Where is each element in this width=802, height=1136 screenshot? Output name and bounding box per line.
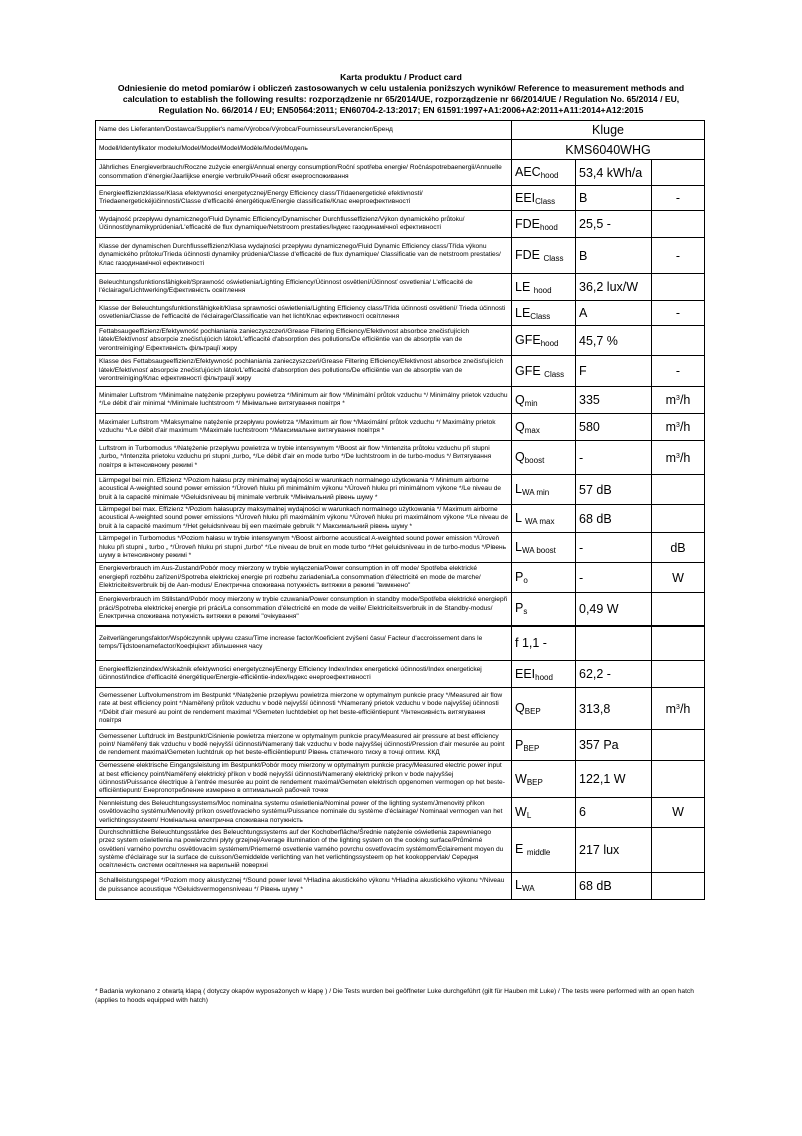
spec-symbol xyxy=(512,238,576,274)
spec-value: 357 Pa xyxy=(576,730,652,761)
spec-description: Fettabsaugeeffizienz/Efektywność pochłaniania zanieczyszczeń/Grease Filtering Efficiency/Efektivnost absorbce znečisťujících látek/Efektívnosť absorpcie znečisťujúcich látok/L'efficacité d'absorption des pollutions/De efficiëntie van de absorptie van de verontreiniging/ Ефективність фільтрації жиру xyxy=(96,326,512,356)
spec-description: Schallleistungspegel */Poziom mocy akustycznej */Sound power level */Hladina akustického výkonu */Hladina akustického výkonu */Niveau de puissance acoustique */Geluidsvermogensniveau */ Рівень шуму * xyxy=(96,872,512,899)
reference-line-3: Regulation No. 66/2014 / EU; EN50564:2011; EN60704-2-13:2017; EN 61591:1997+A1:2006+A2:2011+A11:2014+A12:2015 xyxy=(158,105,644,115)
symbol-subscript: Class xyxy=(530,311,551,321)
symbol-base: GFE xyxy=(515,363,545,378)
spec-value: 122,1 W xyxy=(576,761,652,798)
footnote: * Badania wykonano z otwartą klapą ( dotyczy okapów wyposażonych w klapę ) / Die Tests wurden bei geöffneter Luke durchgeführt (gilt für Hauben mit Luke) / The tests were performed with an open hatch (applies to hoods equipped with hatch) xyxy=(95,988,694,1004)
symbol-base: L xyxy=(515,540,522,555)
spec-row xyxy=(96,238,705,274)
spec-row xyxy=(96,301,705,326)
spec-row xyxy=(96,186,705,211)
spec-unit: $m^3/h$ xyxy=(652,387,705,414)
spec-description: Energieverbrauch im Aus-Zustand/Pobór mocy mierzony w trybie wyłączenia/Power consumption in off mode/ Spotřeba elektrické energiepři rozběhu zařízení/Spotreba elektrickej energie pri rozbehu zariadenia/La consommation d'électricité en mode de marche/ Elektriciteitsverbruik bij de Aan-modus/ Електрична споживана потужність витяжки в режимі "вимкнено" xyxy=(96,563,512,593)
symbol-base: L xyxy=(515,482,522,496)
spec-row xyxy=(96,872,705,899)
spec-symbol xyxy=(512,301,576,326)
spec-symbol xyxy=(512,533,576,563)
spec-value: - xyxy=(576,441,652,475)
spec-description: Lärmpegel in Turbomodus */Poziom hałasu w trybie intensywnym */Boost airborne acoustical A-weighted sound power emission */Úroveň hluku při stupni „ turbo „ */Úroveň hluku pri stupni „turbo“ */Le niveau de bruit en mode turbo */Het geluidsniveau in de turbo-modus */Рівень шуму в інтенсивному режимі * xyxy=(96,533,512,563)
spec-description: Durchschnittliche Beleuchtungsstärke des Beleuchtungssystems auf der Kochoberfläche/Średnie natężenie oświetlenia zapewnianego przez system oświetlenia na powierzchni płyty grzejnej/Average illumination of the lighting system on the cooking surface/Průměrné osvětlení varného povrchu osvětlovacím systémem/Priemerné osvetlenie varného povrchu osvetľovacím systémom/Éclairement moyen du système d'éclairage sur la surface de cuisson/Gemiddelde verlichting van het verlichtingssysteem op het kookoppervlak/ Середня освітленість системи освітлення на варильній поверхні xyxy=(96,827,512,872)
spec-symbol xyxy=(512,414,576,441)
spec-unit xyxy=(652,626,705,661)
spec-unit: $m^3/h$ xyxy=(652,688,705,730)
spec-description: Lärmpegel bei max. Effizienz */Poziom hałasuprzy maksymalnej wydajności w warunkach normalnego użytkowania */ Maximum airborne acoustical A-weighted sound power emissions */Úroveň hluku při maximálním výkonu */Úroveň hluku pri maximálnom výkone */Le niveau de bruit à la capacité maximum */Het geluidsniveau bij een maximale gebruik */ Максимальний рівень шуму * xyxy=(96,505,512,533)
symbol-base: P xyxy=(515,737,524,752)
symbol-subscript: Class xyxy=(535,196,556,206)
reference-line-1: Odniesienie do metod pomiarów i obliczeń zastosowanych w celu ustalenia poniższych wyników/ Reference to measurement methods and xyxy=(117,83,685,93)
symbol-subscript: L xyxy=(526,810,532,820)
spec-row xyxy=(96,688,705,730)
symbol-base: Q xyxy=(515,419,525,434)
spec-description: Gemessener Luftvolumenstrom im Bestpunkt */Natężenie przepływu powietrza mierzone w optymalnym punkcie pracy */Measured air flow rate at best efficiency point */Naměřený průtok vzduchu v bodě nejvyšší účinnosti */Nameraný prietok vzduchu v bode najvyššej účinnosti */Débit d'air mesuré au point de rendement maximal */Gemeten luchtdebiet op het beste-efficiëntiepunt */Інтенсивність витягування повітря xyxy=(96,688,512,730)
spec-row xyxy=(96,356,705,387)
symbol-base: Q xyxy=(515,450,525,464)
symbol-subscript: BEP xyxy=(526,777,543,787)
spec-value: 217 lux xyxy=(576,827,652,872)
spec-description: Jährliches Energieverbrauch/Roczne zużycie energii/Annual energy consumption/Roční spotřeba energie/ Ročnáspotrebaenergii/Annuelle consommation d'énergie/Jaarlijkse energie verbruik/Річний обсяг енергоспоживання xyxy=(96,160,512,186)
spec-unit: - xyxy=(652,301,705,326)
spec-value: KMS6040WHG xyxy=(512,140,705,160)
spec-description: Klasse der dynamischen Durchflusseffizienz/Klasa wydajności przepływu dynamicznego/Fluid Dynamic Efficiency class/Třída výkonu dynamického průtoku/Trieda účinnosti dynamiky prúdenia/Classe d'efficacité de flux dynamique/ Classificatie van de netstroom prestaties/Клас газодинамічної ефективності xyxy=(96,238,512,274)
spec-unit xyxy=(652,593,705,626)
spec-symbol xyxy=(512,761,576,798)
spec-symbol xyxy=(512,186,576,211)
symbol-base: W xyxy=(515,771,527,786)
spec-description: Gemessener Luftdruck im Bestpunkt/Ciśnienie powietrza mierzone w optymalnym punkcie pracy/Measured air pressure at best efficiency point/ Naměřený tlak vzduchu v bodě nejvyšší účinnosti/Nameraný tlak vzduchu v bode najvyššej účinnosti/Pression d'air mesurée au point de rendement maximal/Gemeten luchtdruk op het beste-efficiëntiepunt/ Рівень статичного тиску в точці оптим. ККД xyxy=(96,730,512,761)
symbol-subscript: BEP xyxy=(524,707,541,717)
symbol-subscript: hood xyxy=(540,171,559,180)
spec-unit xyxy=(652,827,705,872)
spec-symbol xyxy=(512,505,576,533)
symbol-base: EEI xyxy=(515,190,536,205)
symbol-subscript: WA boost xyxy=(521,546,556,556)
spec-description: Nennleistung des Beleuchtungssystems/Moc nominalna systemu oświetlenia/Nominal power of the lighting system/Jmenovitý příkon osvětlovacího systému/Menovitý príkon osvetľovacieho systému/Puissance nominale du système d'éclairage/ Nominaal vermogen van het verlichtingssysteem/ Номінальна електрична споживана потужність xyxy=(96,797,512,827)
unit-superscript: 3 xyxy=(676,395,680,402)
spec-unit xyxy=(652,505,705,533)
spec-value: 335 xyxy=(576,387,652,414)
spec-symbol xyxy=(512,797,576,827)
spec-symbol xyxy=(512,160,576,186)
product-card-table xyxy=(95,120,705,900)
spec-row xyxy=(96,730,705,761)
spec-row xyxy=(96,414,705,441)
spec-row xyxy=(96,661,705,688)
spec-symbol xyxy=(512,274,576,301)
symbol-base: EEI xyxy=(515,666,536,681)
spec-description: Klasse des Fettabsaugeeffizienz/Efektywność pochłaniania zanieczyszczeń/Grease Filtering Efficiency/Efektivnost absorbce znečisťujících látek/Efektívnosť absorpcie znečisťujúcich látok/L'efficacité d'absorption des pollutions/De efficiëntie van de absorptie van de verontreiniging/Клас ефективності фільтрації жиру xyxy=(96,356,512,387)
spec-row xyxy=(96,563,705,593)
spec-row xyxy=(96,593,705,626)
unit-superscript: 3 xyxy=(676,703,680,711)
spec-unit: - xyxy=(652,356,705,387)
spec-value: 580 xyxy=(576,414,652,441)
symbol-subscript: boost xyxy=(524,456,545,465)
spec-unit: - xyxy=(652,238,705,274)
spec-symbol xyxy=(512,872,576,899)
spec-value: 0,49 W xyxy=(576,593,652,626)
symbol-subscript: WA min xyxy=(521,488,550,497)
spec-row xyxy=(96,121,705,140)
spec-unit xyxy=(652,274,705,301)
reference-line-2: calculation to establish the following results: rozporządzenie nr 65/2014/UE, rozporządzenie nr 66/2014/UE / Regulation No. 65/2014 / EU, xyxy=(122,94,680,104)
symbol-subscript: min xyxy=(524,398,538,408)
spec-description: Modell/Identyfikator modelu/Model/Model/Model/Modèle/Model/Модель xyxy=(96,140,512,160)
spec-description: Energieeffizienzindex/Wskaźnik efektywności energetycznej/Energy Efficiency Index/Index energetické účinnosti/Index energetickej účinnosti/Indice d'efficacité énergétique/Energie-efficiëntie-index/Індекс енергоефективності xyxy=(96,661,512,688)
symbol-base: E xyxy=(515,842,527,857)
spec-unit: W xyxy=(652,563,705,593)
symbol-subscript: hood xyxy=(535,672,553,682)
symbol-base: W xyxy=(515,804,527,819)
symbol-base: Q xyxy=(515,392,525,407)
spec-unit xyxy=(652,160,705,186)
spec-symbol xyxy=(512,593,576,626)
spec-unit xyxy=(652,872,705,899)
spec-value: 68 dB xyxy=(576,872,652,899)
spec-unit xyxy=(652,761,705,798)
spec-symbol xyxy=(512,475,576,505)
spec-row xyxy=(96,533,705,563)
spec-unit: W xyxy=(652,797,705,827)
spec-value: B xyxy=(576,186,652,211)
spec-row xyxy=(96,441,705,475)
symbol-subscript: o xyxy=(523,576,528,586)
unit-superscript: 3 xyxy=(676,422,680,429)
card-title: Karta produktu / Product card xyxy=(340,72,462,82)
symbol-subscript: s xyxy=(523,607,528,617)
spec-symbol xyxy=(512,326,576,356)
spec-value: 36,2 lux/W xyxy=(576,274,652,301)
symbol-base: Q xyxy=(515,701,525,716)
symbol-base: LE xyxy=(515,279,534,294)
spec-symbol xyxy=(512,688,576,730)
symbol-base: AEC xyxy=(515,165,541,179)
spec-symbol xyxy=(512,211,576,238)
spec-description: Minimaler Luftstrom */Minimalne natężenie przepływu powietrza */Minimum air flow */Minimální průtok vzduchu */ Minimálny prietok vzduchu */Le débit d'air minimal */Minimale luchtstroom */ Мінімальне витягування повітря * xyxy=(96,387,512,414)
spec-description: Name des Lieferanten/Dostawca/Supplier's name/Výrobce/Výrobca/Fournisseurs/Leverancier/Бренд xyxy=(96,121,512,140)
symbol-subscript: Class xyxy=(544,369,565,379)
symbol-base: FDE xyxy=(515,248,544,262)
symbol-subscript: max xyxy=(524,425,540,435)
symbol-subscript: BEP xyxy=(523,743,540,753)
spec-unit xyxy=(652,475,705,505)
spec-description: Beleuchtungsfunktionsfähigkeit/Sprawność oświetlenia/Lighting Efficiency/Účinnost osvětlení/Účinnosť osvetlenia/ L'efficacité de l'éclairage/Lichtwerking/Ефективність освітлення xyxy=(96,274,512,301)
spec-symbol xyxy=(512,661,576,688)
symbol-base: FDE xyxy=(515,216,540,231)
spec-unit: $m^3/h$ xyxy=(652,441,705,475)
symbol-base: P xyxy=(515,570,524,585)
spec-description: Energieverbrauch im Stillstand/Pobór mocy mierzony w trybie czuwania/Power consumption in standby mode/Spotřeba elektrické energiepři práci/Spotreba elektrickej energie pri práci/La consommation d'électricité en mode de veille/ Elektriciteitsverbruik in de Standby-modus/Електрична споживана потужність витяжки в режимі "очікування" xyxy=(96,593,512,626)
spec-symbol xyxy=(512,730,576,761)
spec-symbol xyxy=(512,626,576,661)
symbol-base: L xyxy=(515,511,525,526)
spec-unit xyxy=(652,730,705,761)
symbol-base: LE xyxy=(515,305,531,320)
spec-unit: $m^3/h$ xyxy=(652,414,705,441)
symbol-subscript: Class xyxy=(543,254,564,263)
spec-value: 45,7 % xyxy=(576,326,652,356)
symbol-base: L xyxy=(515,878,522,893)
spec-row xyxy=(96,160,705,186)
spec-symbol xyxy=(512,827,576,872)
spec-value xyxy=(576,626,652,661)
symbol-subscript: middle xyxy=(526,848,551,858)
spec-description: Maximaler Luftstrom */Maksymalne natężenie przepływu powietrza */Maximum air flow */Maximální průtok vzduchu */ Maximálny prietok vzduchu */Le débit d'air maximum */Maximale luchtstroom */Максимальне витягування повітря * xyxy=(96,414,512,441)
spec-unit xyxy=(652,661,705,688)
spec-row xyxy=(96,387,705,414)
spec-value: - xyxy=(576,533,652,563)
spec-description: Zeitverlängerungsfaktor/Współczynnik upływu czasu/Time increase factor/Koeficient zvýšení času/ Facteur d'accroissement dans le temps/Tijdstoenamefactor/Коефіцієнт збільшення часу xyxy=(96,626,512,661)
spec-value: 313,8 xyxy=(576,688,652,730)
spec-symbol xyxy=(512,441,576,475)
spec-unit xyxy=(652,326,705,356)
spec-value: 57 dB xyxy=(576,475,652,505)
spec-value: 68 dB xyxy=(576,505,652,533)
spec-row xyxy=(96,626,705,661)
symbol-subscript: hood xyxy=(533,285,552,295)
spec-value: 62,2 - xyxy=(576,661,652,688)
spec-value: 6 xyxy=(576,797,652,827)
spec-row xyxy=(96,211,705,238)
spec-value: A xyxy=(576,301,652,326)
spec-description: Luftstrom in Turbomodus */Natężenie przepływu powietrza w trybie intensywnym */Boost air flow */Intenzita průtoku vzduchu při stupni „turbo„ */Intenzita prietoku vzduchu pri stupni „turbo„ */Le débit d'air en mode turbo */De luchtstroom in de turbo-modus */ Витягування повітря в інтенсивному режимі * xyxy=(96,441,512,475)
spec-symbol xyxy=(512,387,576,414)
spec-description: Lärmpegel bei min. Effizienz */Poziom hałasu przy minimalnej wydajności w warunkach normalnego użytkowania */ Minimum airborne acoustical A-weighted sound power emission */Úroveň hluku při minimálním výkonu */Úroveň hluku pri minimálnom výkone */Le niveau de bruit à la capacité minimale */Geluidsniveau bij minimale verbruik */Мінімальний рівень шуму * xyxy=(96,475,512,505)
spec-row xyxy=(96,761,705,798)
spec-unit: - xyxy=(652,186,705,211)
spec-row xyxy=(96,140,705,160)
spec-description: Wydajność przepływu dynamicznego/Fluid Dynamic Efficiency/Dynamischer Durchflusseffizienz/Výkon dynamického průtoku/ Účinnosťdynamikyprúdenia/L'efficacité de flux dynamique/Netstroom prestaties/Індекс газодинамічної ефективності xyxy=(96,211,512,238)
spec-description: Energieeffizienzklasse/Klasa efektywności energetycznej/Energy Efficiency class/Třídaenergetické efektivnosti/ Triedaenergetickéjúčinnosti/Classe d'efficacité énergétique/Energie classificatie/Клас енергоефективності xyxy=(96,186,512,211)
spec-value: - xyxy=(576,563,652,593)
spec-value: 53,4 kWh/a xyxy=(576,160,652,186)
symbol-subscript: hood xyxy=(540,222,558,232)
spec-value: F xyxy=(576,356,652,387)
symbol-base: GFE xyxy=(515,333,541,347)
spec-description: Klasse der Beleuchtungsfunktionsfähigkeit/Klasa sprawności oświetlenia/Lighting Efficiency class/Třída účinnosti osvětlení/ Trieda účinnosti osvetlenia/Classe de l'efficacité de l'éclairage/Classificatie van het licht/Клас ефективності освітлення xyxy=(96,301,512,326)
spec-description: Gemessene elektrische Eingangsleistung im Bestpunkt/Pobór mocy mierzony w optymalnym punkcie pracy/Measured electric power input at best efficiency point/Naměřený elektrický příkon v bodě nejvyšší účinnosti/Nameraný elektrický príkon v bode najvyššej účinnosti/Puissance électrique à l'entrée mesurée au point de rendement maximal/Gemeten elektrisch opgenomen vermogen op het beste- efficiëntiepunt/ Енергопотреблениe измерено в оптимальной рабочей точке xyxy=(96,761,512,798)
spec-value: Kluge xyxy=(512,121,705,140)
symbol-base: P xyxy=(515,601,524,616)
spec-row xyxy=(96,505,705,533)
spec-unit xyxy=(652,211,705,238)
symbol-subscript: WA max xyxy=(524,517,555,527)
spec-row xyxy=(96,797,705,827)
spec-symbol xyxy=(512,563,576,593)
symbol-subscript: WA xyxy=(521,884,535,894)
unit-superscript: 3 xyxy=(676,452,680,460)
spec-symbol xyxy=(512,356,576,387)
symbol-subscript: hood xyxy=(540,339,559,348)
spec-row xyxy=(96,326,705,356)
spec-row xyxy=(96,827,705,872)
spec-row xyxy=(96,475,705,505)
spec-value: B xyxy=(576,238,652,274)
card-header xyxy=(100,72,702,116)
spec-row xyxy=(96,274,705,301)
spec-unit: dB xyxy=(652,533,705,563)
spec-value: 25,5 - xyxy=(576,211,652,238)
symbol-base: f 1,1 - xyxy=(515,636,547,651)
